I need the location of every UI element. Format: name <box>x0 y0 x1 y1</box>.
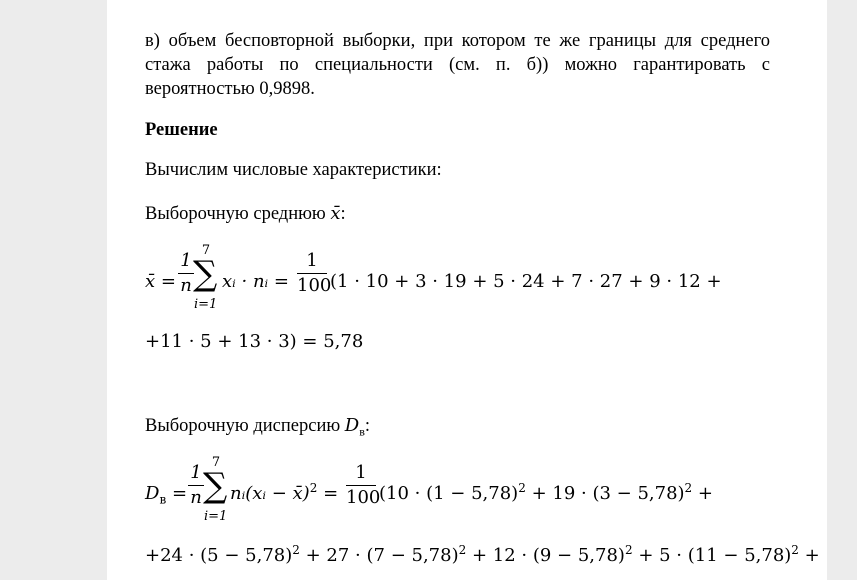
mean-fraction-2 <box>297 250 332 297</box>
variance-lhs-eq: = <box>171 483 188 504</box>
mean-frac2-den: 100 <box>297 275 332 296</box>
variance-summand <box>230 482 338 506</box>
variance-expr-2d: + 5 · (11 − 5,78) <box>632 545 792 566</box>
variance-frac2-den: 100 <box>346 487 381 508</box>
variance-exp-2d: 2 <box>791 543 799 557</box>
variance-label <box>145 414 370 438</box>
variance-lhs-symbol: D <box>145 483 160 504</box>
mean-lhs: x̄ = <box>145 271 176 292</box>
variance-expr-1a: (10 · (1 − 5,78) <box>379 483 519 504</box>
variance-frac-den: n <box>190 487 202 508</box>
variance-frac-bar <box>188 485 204 486</box>
mean-sum-upper: 7 <box>201 243 211 258</box>
solution-heading: Решение <box>145 120 218 140</box>
mean-fraction <box>178 250 194 297</box>
variance-exp-1b: 2 <box>684 481 693 495</box>
mean-label <box>145 202 346 226</box>
variance-expr-line-2 <box>145 544 820 568</box>
variance-sum-lower: i=1 <box>204 509 228 524</box>
mean-sum-lower: i=1 <box>194 297 218 312</box>
mean-sigma: ∑ <box>193 254 218 294</box>
variance-frac2-bar <box>346 485 376 486</box>
variance-label-sub: в <box>359 424 365 439</box>
paragraph-line-2: стажа работы по специальности (см. п. б)) можно гарантировать с <box>145 55 770 75</box>
variance-label-text: Выборочную дисперсию <box>145 416 341 436</box>
variance-fraction-2 <box>346 462 381 509</box>
paragraph-line-3: вероятностью 0,9898. <box>145 79 315 99</box>
variance-expr-1b: + 19 · (3 − 5,78) <box>525 483 685 504</box>
variance-expr-2e: + <box>798 545 820 566</box>
variance-exp-1a: 2 <box>518 481 526 495</box>
variance-frac-num: 1 <box>190 462 202 483</box>
mean-frac2-num: 1 <box>306 250 318 271</box>
mean-expr-line-2: +11 · 5 + 13 · 3) = 5,78 <box>145 331 364 352</box>
mean-label-text: Выборочную среднюю <box>145 204 326 224</box>
variance-exp-2a: 2 <box>292 543 300 557</box>
variance-expr-2b: + 27 · (7 − 5,78) <box>299 545 459 566</box>
mean-label-symbol: x̄ <box>330 203 341 224</box>
variance-sum-upper: 7 <box>211 455 221 470</box>
variance-label-colon: : <box>364 416 371 436</box>
variance-summand-eq: = <box>323 483 339 504</box>
variance-frac2-num: 1 <box>355 462 367 483</box>
variance-label-symbol: D <box>344 415 360 436</box>
variance-expr-line-1 <box>379 482 713 506</box>
mean-label-colon: : <box>340 204 346 224</box>
variance-fraction <box>188 462 204 509</box>
variance-summand-a: nᵢ(xᵢ − x̄) <box>230 483 310 504</box>
mean-frac-den: n <box>180 275 192 296</box>
variance-expr-2a: +24 · (5 − 5,78) <box>145 545 293 566</box>
mean-expr-line-1: (1 · 10 + 3 · 19 + 5 · 24 + 7 · 27 + 9 · 12 + <box>330 271 722 292</box>
mean-frac-bar <box>178 273 194 274</box>
variance-exp-2b: 2 <box>458 543 467 557</box>
variance-expr-1c: + <box>692 483 713 504</box>
variance-lhs <box>145 482 187 506</box>
mean-frac2-bar <box>297 273 327 274</box>
paragraph-line-1: в) объем бесповторной выборки, при котором те же границы для среднего <box>145 31 770 51</box>
mean-frac-num: 1 <box>180 250 192 271</box>
variance-expr-2c: + 12 · (9 − 5,78) <box>466 545 625 566</box>
variance-summand-exp: 2 <box>309 481 318 495</box>
mean-summand: xᵢ · nᵢ = <box>222 271 289 292</box>
variance-exp-2c: 2 <box>624 543 633 557</box>
compute-text: Вычислим числовые характеристики: <box>145 160 442 180</box>
variance-sigma: ∑ <box>203 466 228 506</box>
variance-lhs-sub: в <box>159 492 167 507</box>
